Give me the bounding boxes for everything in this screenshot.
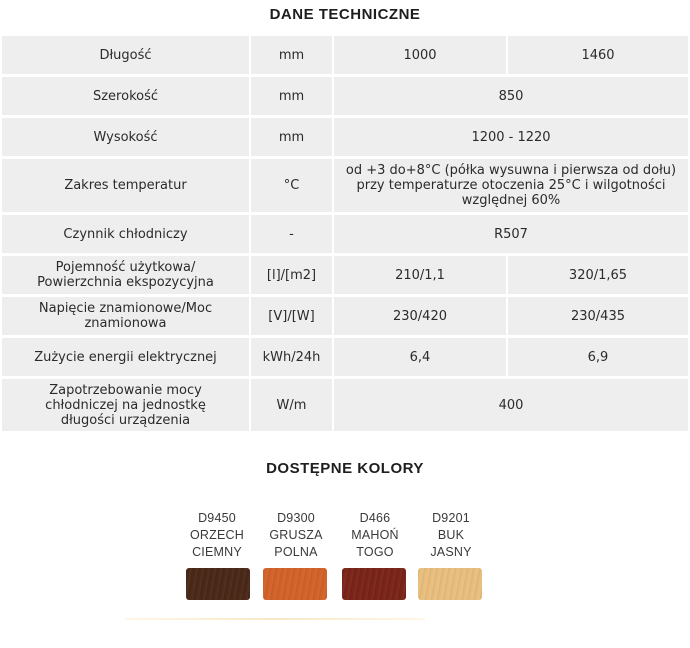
spec-value-2: 320/1,65 bbox=[508, 256, 688, 294]
spec-label: Zapotrzebowanie mocy chłodniczej na jednostkę długości urządzenia bbox=[2, 379, 249, 431]
spec-value: 400 bbox=[334, 379, 688, 431]
swatch-pear bbox=[261, 510, 331, 561]
spec-value: 850 bbox=[334, 77, 688, 115]
spec-value-2: 6,9 bbox=[508, 338, 688, 376]
spec-row-length bbox=[0, 36, 690, 74]
swatch-name-line2: TOGO bbox=[356, 545, 394, 559]
swatch-dark-walnut bbox=[182, 510, 252, 561]
spec-row-energy bbox=[0, 338, 690, 376]
spec-row-cooling-demand bbox=[0, 379, 690, 431]
spec-value-1: 6,4 bbox=[334, 338, 506, 376]
spec-label: Czynnik chłodniczy bbox=[2, 215, 249, 253]
swatch-name-line1: ORZECH bbox=[190, 528, 244, 542]
spec-value: od +3 do+8°C (półka wysuwna i pierwsza od dołu) przy temperaturze otoczenia 25°C i wilgotności względnej 60% bbox=[334, 159, 688, 212]
spec-value-1: 210/1,1 bbox=[334, 256, 506, 294]
spec-value: 1200 - 1220 bbox=[334, 118, 688, 156]
color-chip bbox=[263, 568, 327, 600]
spec-label: Wysokość bbox=[2, 118, 249, 156]
spec-unit: mm bbox=[251, 36, 332, 74]
spec-unit: mm bbox=[251, 118, 332, 156]
spec-value-1: 1000 bbox=[334, 36, 506, 74]
spec-unit: mm bbox=[251, 77, 332, 115]
swatch-name-line2: POLNA bbox=[274, 545, 318, 559]
swatch-code: D9300 bbox=[277, 511, 315, 525]
color-chip bbox=[186, 568, 250, 600]
spec-row-refrigerant bbox=[0, 215, 690, 253]
tech-specs-title: DANE TECHNICZNE bbox=[269, 6, 421, 23]
swatch-mahogany bbox=[340, 510, 410, 561]
swatch-code: D9201 bbox=[432, 511, 470, 525]
spec-value-1: 230/420 bbox=[334, 297, 506, 335]
color-chip bbox=[342, 568, 406, 600]
colors-title: DOSTĘPNE KOLORY bbox=[266, 460, 424, 477]
spec-row-width bbox=[0, 77, 690, 115]
spec-unit: - bbox=[251, 215, 332, 253]
spec-unit: kWh/24h bbox=[251, 338, 332, 376]
spec-label: Długość bbox=[2, 36, 249, 74]
spec-row-capacity bbox=[0, 256, 690, 294]
spec-label: Zakres temperatur bbox=[2, 159, 249, 212]
swatch-code: D9450 bbox=[198, 511, 236, 525]
spec-label: Szerokość bbox=[2, 77, 249, 115]
spec-label: Zużycie energii elektrycznej bbox=[2, 338, 249, 376]
color-chip bbox=[418, 568, 482, 600]
spec-label: Napięcie znamionowe/Moc znamionowa bbox=[2, 297, 249, 335]
spec-row-height bbox=[0, 118, 690, 156]
spec-row-voltage-power bbox=[0, 297, 690, 335]
swatch-name-line1: BUK bbox=[437, 528, 465, 542]
spec-value-2: 230/435 bbox=[508, 297, 688, 335]
swatch-light-beech bbox=[416, 510, 486, 561]
spec-label: Pojemność użytkowa/ Powierzchnia ekspozycyjna bbox=[2, 256, 249, 294]
spec-unit: °C bbox=[251, 159, 332, 212]
spec-value-2: 1460 bbox=[508, 36, 688, 74]
swatch-name-line2: JASNY bbox=[430, 545, 472, 559]
spec-unit: [l]/[m2] bbox=[251, 256, 332, 294]
swatch-name-line1: MAHOŃ bbox=[351, 528, 399, 542]
swatch-code: D466 bbox=[359, 511, 391, 525]
swatch-name-line2: CIEMNY bbox=[192, 545, 242, 559]
decorative-divider bbox=[125, 618, 425, 620]
spec-unit: [V]/[W] bbox=[251, 297, 332, 335]
spec-unit: W/m bbox=[251, 379, 332, 431]
spec-row-temperature bbox=[0, 159, 690, 212]
spec-value: R507 bbox=[334, 215, 688, 253]
swatch-name-line1: GRUSZA bbox=[269, 528, 323, 542]
